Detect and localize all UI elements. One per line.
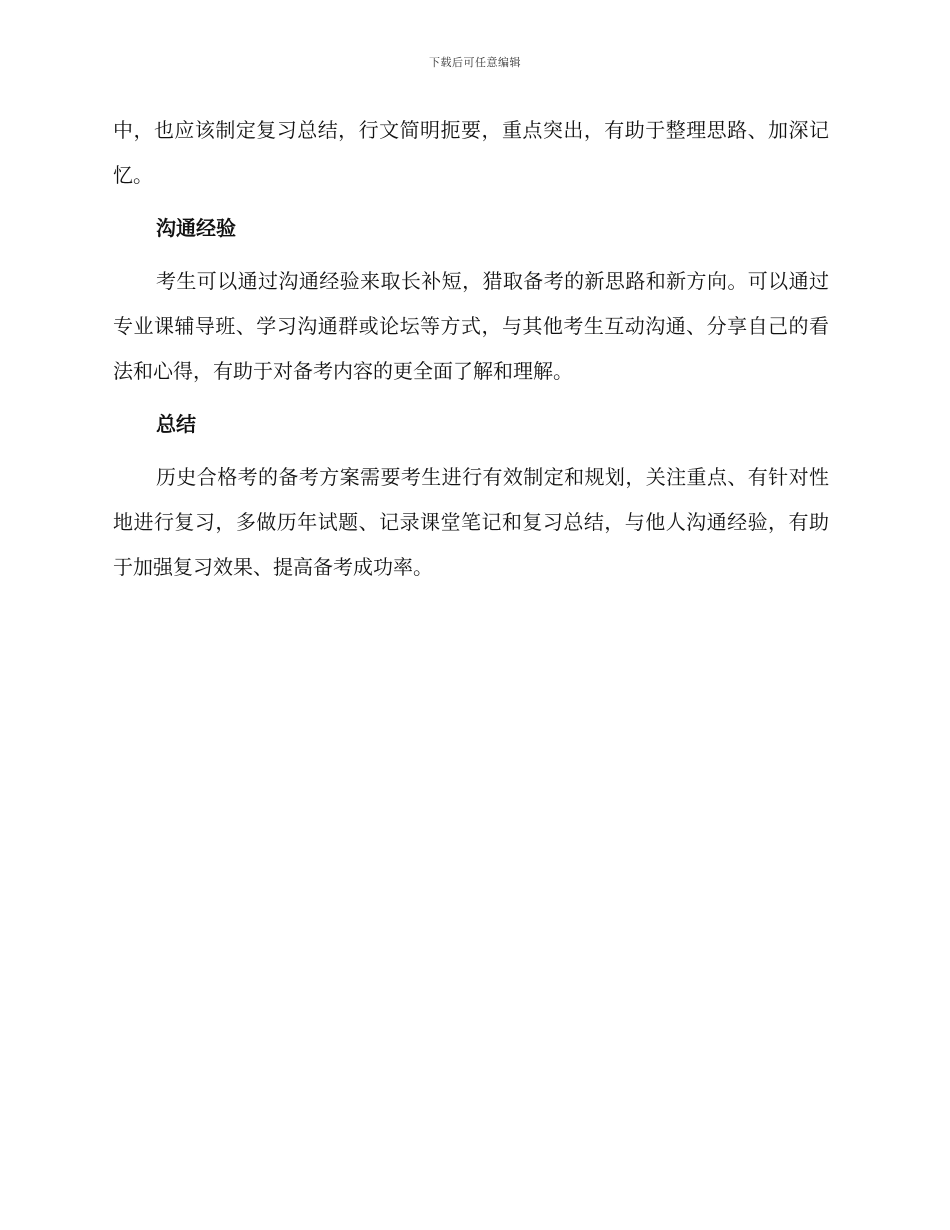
intro-paragraph: 中，也应该制定复习总结，行文简明扼要，重点突出，有助于整理思路、加深记忆。 [113,118,829,187]
section-heading-summary: 总结 [156,412,196,436]
communication-paragraph: 考生可以通过沟通经验来取长补短，猎取备考的新思路和新方向。可以通过专业课辅导班、学习沟通群或论坛等方式，与其他考生互动沟通、分享自己的看法和心得，有助于对备考内容的更全面了解和理解。 [113,269,829,383]
section-heading-communication: 沟通经验 [156,216,236,240]
summary-paragraph: 历史合格考的备考方案需要考生进行有效制定和规划，关注重点、有针对性地进行复习，多做历年试题、记录课堂笔记和复习总结，与他人沟通经验，有助于加强复习效果、提高备考成功率。 [113,465,829,579]
page-header-note: 下载后可任意编辑 [429,56,521,69]
document-body [113,108,829,598]
